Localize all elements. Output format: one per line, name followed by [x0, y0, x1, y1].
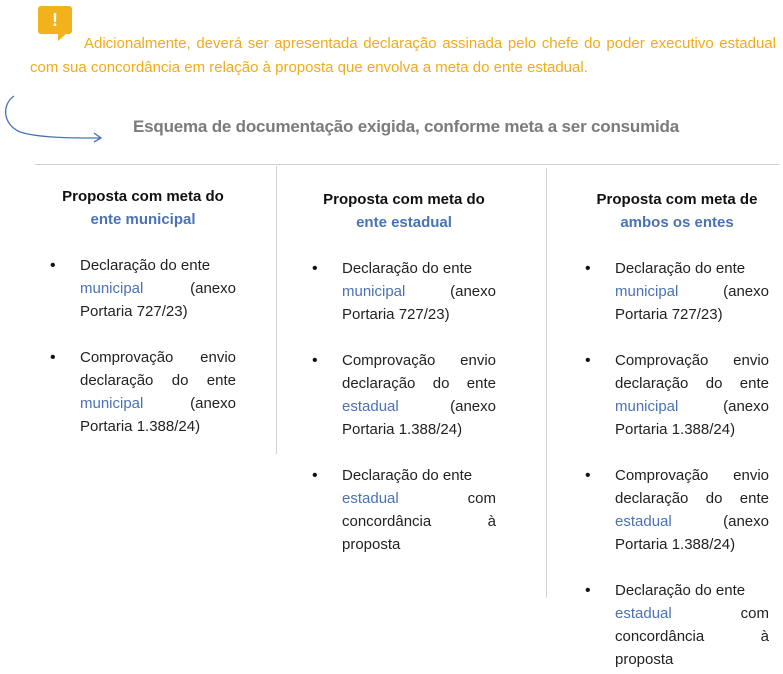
- requirement-list: [50, 254, 236, 438]
- list-item: • Comprovação envio declaração do ente estadual (anexo Portaria 1.388/24): [312, 349, 496, 441]
- list-item: • Declaração do ente municipal (anexo Portaria 727/23): [50, 254, 236, 323]
- list-item: • Declaração do ente municipal (anexo Portaria 727/23): [585, 257, 769, 326]
- list-item: • Declaração do ente estadual com concordância à proposta: [585, 579, 769, 671]
- list-item: • Declaração do ente estadual com concordância à proposta: [312, 464, 496, 556]
- column-divider-1: [276, 166, 277, 454]
- column-municipal: [50, 185, 236, 438]
- diagram-title: Esquema de documentação exigida, conforme meta a ser consumida: [133, 117, 679, 136]
- list-item: • Comprovação envio declaração do ente municipal (anexo Portaria 1.388/24): [50, 346, 236, 438]
- list-item: • Comprovação envio declaração do ente estadual (anexo Portaria 1.388/24): [585, 464, 769, 556]
- list-item: • Comprovação envio declaração do ente municipal (anexo Portaria 1.388/24): [585, 349, 769, 441]
- column-title: Proposta com meta do ente estadual: [323, 191, 485, 231]
- column-title: Proposta com meta do ente municipal: [62, 188, 224, 228]
- requirement-list: [312, 257, 496, 556]
- column-title: Proposta com meta de ambos os entes: [596, 191, 758, 231]
- header-divider: [35, 164, 779, 165]
- note-text: Adicionalmente, deverá ser apresentada declaração assinada pelo chefe do poder executivo estadual com sua concordância em relação à proposta que envolva a meta do ente estadual.: [30, 35, 776, 76]
- requirement-list: [585, 257, 769, 671]
- column-estadual: [312, 188, 496, 556]
- warning-icon: !: [38, 6, 72, 34]
- list-item: • Declaração do ente municipal (anexo Portaria 727/23): [312, 257, 496, 326]
- column-ambos: [585, 188, 769, 671]
- column-divider-2: [546, 168, 547, 598]
- curved-arrow-icon: [0, 94, 110, 154]
